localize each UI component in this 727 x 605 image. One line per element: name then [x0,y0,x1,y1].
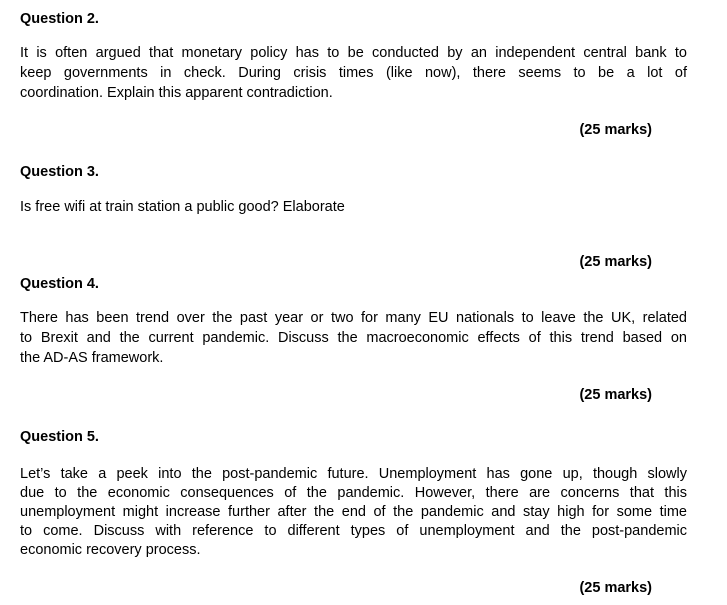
question-3-line-1: Is free wifi at train station a public good? Elaborate [20,199,345,215]
question-2-line-1: It is often argued that monetary policy has to be conducted by an independent central bank to [20,45,687,61]
question-4-marks: (25 marks) [579,387,652,403]
question-5-line-1: Let’s take a peek into the post-pandemic future. Unemployment has gone up, though slowly [20,466,687,482]
question-2-line-2: keep governments in check. During crisis times (like now), there seems to be a lot of [20,65,687,81]
question-5-text [20,465,687,560]
question-5-line-5: economic recovery process. [20,542,201,558]
question-3-marks: (25 marks) [579,254,652,270]
question-4-text [20,308,687,368]
question-2-heading: Question 2. [20,11,99,27]
question-5-heading: Question 5. [20,429,99,445]
question-2-line-3: coordination. Explain this apparent contradiction. [20,85,333,101]
question-5-marks: (25 marks) [579,580,652,596]
question-4-line-3: the AD-AS framework. [20,350,164,366]
question-2-marks: (25 marks) [579,122,652,138]
question-5-line-3: unemployment might increase further after the end of the pandemic and stay high for some time [20,504,687,520]
question-5-line-2: due to the economic consequences of the pandemic. However, there are concerns that this [20,485,687,501]
question-3-text [20,197,687,217]
question-4-heading: Question 4. [20,276,99,292]
question-4-line-2: to Brexit and the current pandemic. Discuss the macroeconomic effects of this trend based on [20,330,687,346]
question-4-line-1: There has been trend over the past year or two for many EU nationals to leave the UK, related [20,310,687,326]
question-2-text [20,43,687,103]
question-5-line-4: to come. Discuss with reference to different types of unemployment and the post-pandemic [20,523,687,539]
question-3-heading: Question 3. [20,164,99,180]
